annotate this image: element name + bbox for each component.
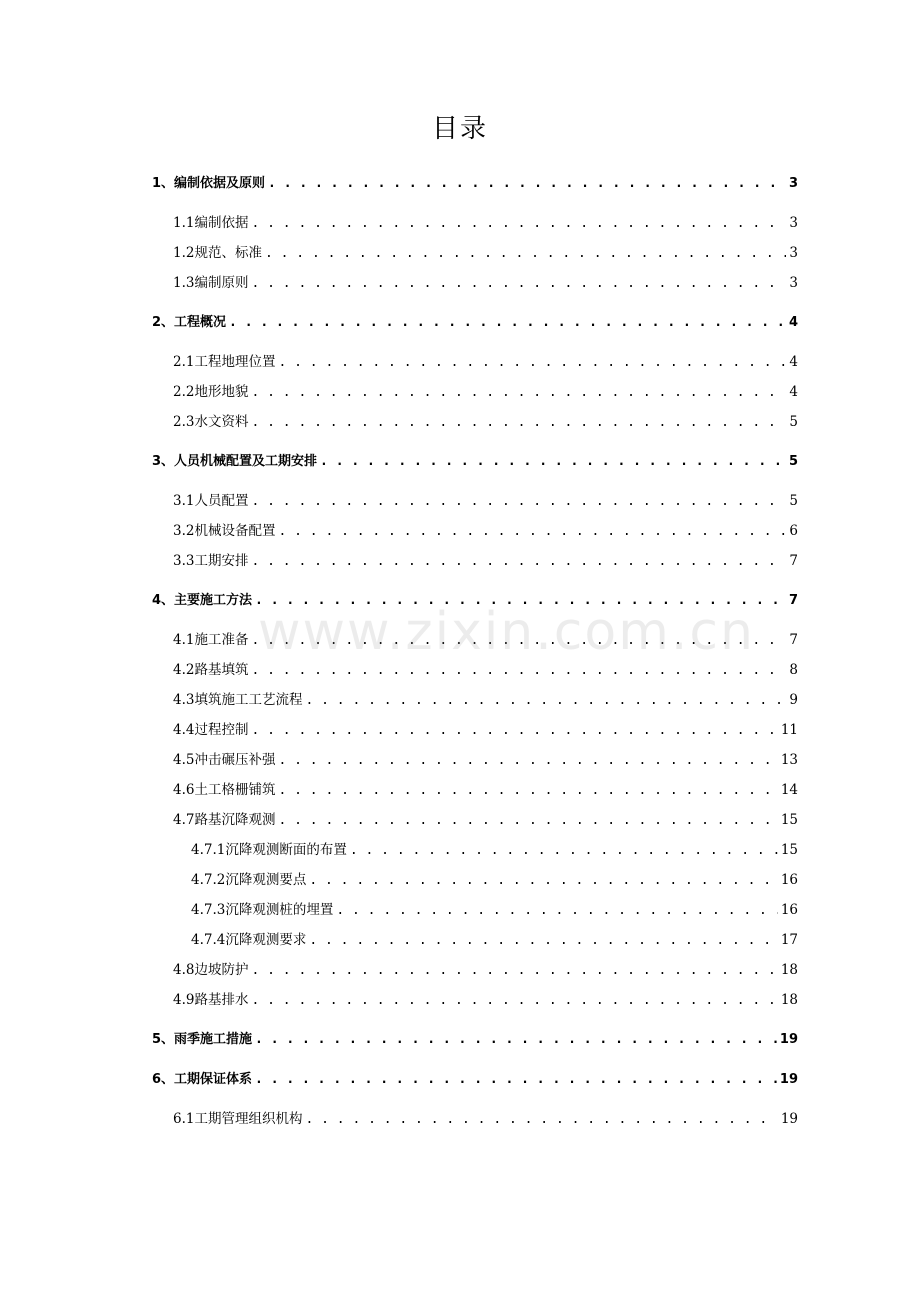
toc-leader-dots bbox=[251, 991, 777, 1011]
toc-leader-dots bbox=[251, 383, 786, 403]
toc-entry-page-number: 7 bbox=[789, 632, 798, 648]
toc-leader-dots bbox=[251, 961, 777, 981]
toc-leader-dots bbox=[251, 631, 786, 651]
toc-leader-dots bbox=[268, 174, 786, 194]
toc-leader-dots bbox=[265, 244, 786, 264]
toc-entry-label: 4.7.3沉降观测桩的埋置 bbox=[191, 902, 334, 918]
toc-entry-label: 3.3工期安排 bbox=[173, 553, 249, 569]
toc-entry-label: 2.2地形地貌 bbox=[173, 384, 249, 400]
toc-leader-dots bbox=[350, 841, 778, 861]
toc-entry-label: 4.7.4沉降观测要求 bbox=[191, 932, 307, 948]
toc-entry-label: 4.7路基沉降观测 bbox=[173, 812, 276, 828]
toc-leader-dots bbox=[305, 1110, 777, 1130]
toc-leader-dots bbox=[251, 492, 786, 512]
toc-entry[interactable] bbox=[173, 690, 798, 710]
toc-leader-dots bbox=[255, 591, 786, 611]
toc-entry-label: 4.3填筑施工工艺流程 bbox=[173, 692, 303, 708]
toc-entry[interactable] bbox=[173, 521, 798, 541]
toc-entry-page-number: 18 bbox=[780, 992, 798, 1008]
toc-leader-dots bbox=[278, 751, 777, 771]
toc-entry-label: 4.9路基排水 bbox=[173, 992, 249, 1008]
toc-entry[interactable] bbox=[191, 930, 798, 950]
toc-entry-label: 2.3水文资料 bbox=[173, 414, 249, 430]
toc-entry-label: 3.2机械设备配置 bbox=[173, 523, 276, 539]
toc-entry-label: 4.2路基填筑 bbox=[173, 662, 249, 678]
toc-entry[interactable] bbox=[173, 810, 798, 830]
toc-entry-page-number: 4 bbox=[788, 315, 798, 330]
toc-leader-dots bbox=[229, 313, 786, 333]
toc-entry-label: 4.8边坡防护 bbox=[173, 962, 249, 978]
toc-entry[interactable] bbox=[152, 1070, 798, 1090]
toc-entry[interactable] bbox=[191, 900, 798, 920]
toc-entry-page-number: 5 bbox=[789, 493, 798, 509]
toc-entry-label: 4.4过程控制 bbox=[173, 722, 249, 738]
toc-entry-label: 4.5冲击碾压补强 bbox=[173, 752, 276, 768]
toc-entry-page-number: 16 bbox=[780, 872, 798, 888]
toc-entry-page-number: 3 bbox=[789, 275, 798, 291]
toc-entry-label: 5、雨季施工措施 bbox=[152, 1032, 253, 1047]
toc-entry[interactable] bbox=[173, 660, 798, 680]
toc-entry[interactable] bbox=[173, 960, 798, 980]
toc-leader-dots bbox=[309, 931, 777, 951]
toc-entry-page-number: 4 bbox=[789, 384, 798, 400]
toc-entry-page-number: 11 bbox=[780, 722, 798, 738]
toc-leader-dots bbox=[251, 274, 786, 294]
toc-entry-label: 4.7.2沉降观测要点 bbox=[191, 872, 307, 888]
toc-leader-dots bbox=[278, 781, 777, 801]
toc-entry-page-number: 18 bbox=[780, 962, 798, 978]
toc-leader-dots bbox=[336, 901, 777, 921]
toc-entry[interactable] bbox=[173, 1109, 798, 1129]
toc-entry-label: 1.2规范、标准 bbox=[173, 245, 262, 261]
toc-entry[interactable] bbox=[152, 174, 798, 194]
toc-entry-page-number: 19 bbox=[779, 1072, 798, 1087]
toc-entry[interactable] bbox=[191, 870, 798, 890]
toc-entry[interactable] bbox=[173, 273, 798, 293]
toc-leader-dots bbox=[251, 214, 786, 234]
toc-entry-page-number: 19 bbox=[780, 1111, 798, 1127]
toc-leader-dots bbox=[251, 661, 786, 681]
toc-entry[interactable] bbox=[152, 313, 798, 333]
toc-entry-label: 1.1编制依据 bbox=[173, 215, 249, 231]
toc-entry-page-number: 15 bbox=[780, 842, 798, 858]
toc-entry[interactable] bbox=[152, 591, 798, 611]
toc-entry-label: 6、工期保证体系 bbox=[152, 1072, 253, 1087]
toc-leader-dots bbox=[320, 452, 786, 472]
toc-entry-page-number: 16 bbox=[780, 902, 798, 918]
toc-entry-page-number: 14 bbox=[780, 782, 798, 798]
toc-leader-dots bbox=[255, 1070, 777, 1090]
toc-entry-page-number: 13 bbox=[780, 752, 798, 768]
toc-leader-dots bbox=[251, 413, 786, 433]
toc-entry-label: 1.3编制原则 bbox=[173, 275, 249, 291]
toc-entry-page-number: 15 bbox=[780, 812, 798, 828]
toc-entry-label: 4.1施工准备 bbox=[173, 632, 249, 648]
toc-leader-dots bbox=[309, 871, 777, 891]
toc-entry[interactable] bbox=[173, 720, 798, 740]
toc-entry-label: 3.1人员配置 bbox=[173, 493, 249, 509]
toc-entry-label: 3、人员机械配置及工期安排 bbox=[152, 454, 318, 469]
toc-entry-page-number: 5 bbox=[789, 414, 798, 430]
toc-leader-dots bbox=[278, 353, 786, 373]
page-title: 目录 bbox=[431, 114, 488, 144]
toc-entry[interactable] bbox=[173, 382, 798, 402]
toc-leader-dots bbox=[305, 691, 786, 711]
toc-entry-page-number: 7 bbox=[788, 593, 798, 608]
toc-leader-dots bbox=[255, 1030, 777, 1050]
toc-entry-label: 6.1工期管理组织机构 bbox=[173, 1111, 303, 1127]
toc-entry[interactable] bbox=[173, 630, 798, 650]
toc-entry[interactable] bbox=[173, 780, 798, 800]
toc-entry[interactable] bbox=[173, 750, 798, 770]
toc-entry-page-number: 17 bbox=[780, 932, 798, 948]
toc-entry[interactable] bbox=[173, 551, 798, 571]
toc-entry-label: 4、主要施工方法 bbox=[152, 593, 253, 608]
toc-entry-page-number: 9 bbox=[789, 692, 798, 708]
toc-leader-dots bbox=[251, 552, 786, 572]
toc-leader-dots bbox=[251, 721, 777, 741]
toc-entry-label: 4.6土工格栅铺筑 bbox=[173, 782, 276, 798]
toc-entry[interactable] bbox=[173, 243, 798, 263]
toc-entry-page-number: 7 bbox=[789, 553, 798, 569]
toc-entry-page-number: 3 bbox=[789, 245, 798, 261]
toc-entry-page-number: 3 bbox=[788, 176, 798, 191]
toc-entry[interactable] bbox=[173, 491, 798, 511]
watermark: www.zixin.com.cn bbox=[258, 602, 755, 662]
toc-entry[interactable] bbox=[152, 1030, 798, 1050]
toc-entry-page-number: 5 bbox=[788, 454, 798, 469]
toc-entry-page-number: 4 bbox=[789, 354, 798, 370]
toc-entry-label: 2.1工程地理位置 bbox=[173, 354, 276, 370]
toc-entry[interactable] bbox=[173, 412, 798, 432]
toc-entry[interactable] bbox=[152, 452, 798, 472]
toc-entry[interactable] bbox=[191, 840, 798, 860]
toc-entry-page-number: 6 bbox=[789, 523, 798, 539]
toc-entry[interactable] bbox=[173, 352, 798, 372]
toc-entry-label: 1、编制依据及原则 bbox=[152, 176, 266, 191]
toc-entry-page-number: 8 bbox=[789, 662, 798, 678]
toc-entry-label: 2、工程概况 bbox=[152, 315, 227, 330]
toc-entry[interactable] bbox=[173, 213, 798, 233]
toc-entry-page-number: 3 bbox=[789, 215, 798, 231]
toc-leader-dots bbox=[278, 522, 786, 542]
toc-entry-page-number: 19 bbox=[779, 1032, 798, 1047]
toc-entry[interactable] bbox=[173, 990, 798, 1010]
toc-leader-dots bbox=[278, 811, 777, 831]
toc-entry-label: 4.7.1沉降观测断面的布置 bbox=[191, 842, 347, 858]
